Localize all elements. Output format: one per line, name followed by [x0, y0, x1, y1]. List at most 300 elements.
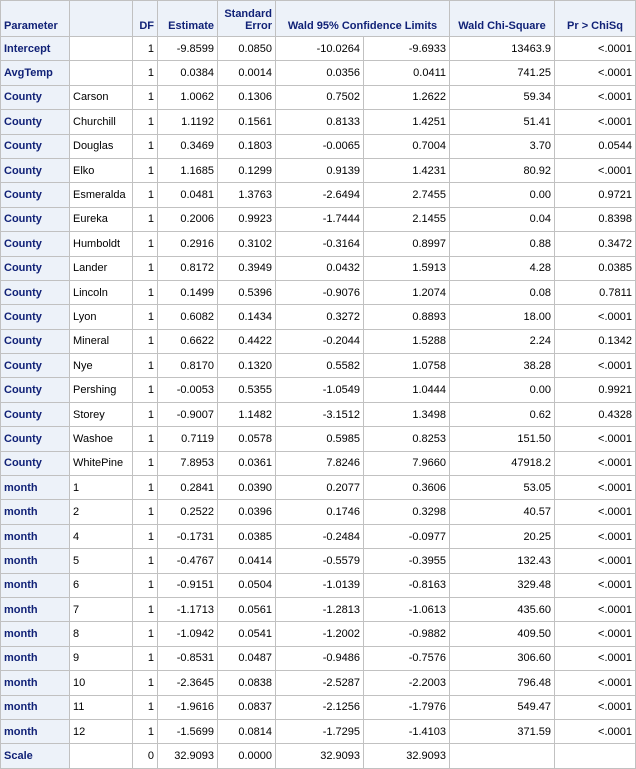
header-wald-chi-square: Wald Chi-Square — [450, 1, 555, 37]
cell-level: 6 — [70, 573, 133, 597]
cell-standard-error: 0.0414 — [218, 549, 276, 573]
cell-level: Lander — [70, 256, 133, 280]
cell-standard-error: 0.0390 — [218, 476, 276, 500]
cell-level: Carson — [70, 85, 133, 109]
cell-level: WhitePine — [70, 451, 133, 475]
cell-chi-square: 796.48 — [450, 671, 555, 695]
cell-level: Eureka — [70, 207, 133, 231]
cell-p-value: <.0001 — [555, 305, 636, 329]
cell-estimate: 1.1192 — [158, 110, 218, 134]
cell-upper-limit: 0.8893 — [364, 305, 450, 329]
cell-chi-square: 0.00 — [450, 183, 555, 207]
cell-parameter: County — [1, 329, 70, 353]
cell-standard-error: 0.0361 — [218, 451, 276, 475]
cell-lower-limit: 0.0356 — [276, 61, 364, 85]
cell-standard-error: 0.3102 — [218, 232, 276, 256]
cell-parameter: month — [1, 695, 70, 719]
table-row — [1, 305, 636, 329]
cell-standard-error: 0.0014 — [218, 61, 276, 85]
cell-level: 1 — [70, 476, 133, 500]
cell-lower-limit: -0.9076 — [276, 280, 364, 304]
cell-p-value: <.0001 — [555, 719, 636, 743]
header-parameter: Parameter — [1, 1, 70, 37]
cell-df: 1 — [133, 134, 158, 158]
cell-df: 1 — [133, 597, 158, 621]
cell-upper-limit: -0.0977 — [364, 524, 450, 548]
cell-lower-limit: 0.5582 — [276, 354, 364, 378]
cell-standard-error: 0.0487 — [218, 646, 276, 670]
cell-lower-limit: 0.0432 — [276, 256, 364, 280]
cell-chi-square: 741.25 — [450, 61, 555, 85]
cell-level — [70, 61, 133, 85]
cell-parameter: month — [1, 549, 70, 573]
cell-lower-limit: 0.9139 — [276, 158, 364, 182]
cell-df: 1 — [133, 207, 158, 231]
cell-estimate: 7.8953 — [158, 451, 218, 475]
cell-upper-limit: 32.9093 — [364, 744, 450, 768]
cell-level: Pershing — [70, 378, 133, 402]
cell-level: 7 — [70, 597, 133, 621]
cell-level: 11 — [70, 695, 133, 719]
cell-standard-error: 0.0838 — [218, 671, 276, 695]
header-row — [1, 1, 636, 37]
cell-parameter: County — [1, 280, 70, 304]
cell-lower-limit: 32.9093 — [276, 744, 364, 768]
cell-parameter: month — [1, 573, 70, 597]
cell-df: 1 — [133, 61, 158, 85]
cell-level: Lincoln — [70, 280, 133, 304]
header-estimate: Estimate — [158, 1, 218, 37]
cell-standard-error: 0.1320 — [218, 354, 276, 378]
cell-df: 1 — [133, 158, 158, 182]
table-row — [1, 671, 636, 695]
cell-lower-limit: -0.3164 — [276, 232, 364, 256]
cell-df: 1 — [133, 378, 158, 402]
cell-df: 1 — [133, 329, 158, 353]
cell-df: 1 — [133, 37, 158, 61]
cell-chi-square: 51.41 — [450, 110, 555, 134]
cell-upper-limit: -1.7976 — [364, 695, 450, 719]
cell-chi-square: 53.05 — [450, 476, 555, 500]
cell-estimate: 1.0062 — [158, 85, 218, 109]
cell-p-value: 0.9921 — [555, 378, 636, 402]
cell-estimate: 0.7119 — [158, 427, 218, 451]
cell-upper-limit: -2.2003 — [364, 671, 450, 695]
cell-chi-square: 0.88 — [450, 232, 555, 256]
cell-p-value: 0.9721 — [555, 183, 636, 207]
cell-parameter: County — [1, 378, 70, 402]
cell-chi-square: 20.25 — [450, 524, 555, 548]
cell-upper-limit: -1.0613 — [364, 597, 450, 621]
cell-level: 2 — [70, 500, 133, 524]
table-row — [1, 61, 636, 85]
cell-estimate: -2.3645 — [158, 671, 218, 695]
cell-parameter: Scale — [1, 744, 70, 768]
cell-p-value: <.0001 — [555, 524, 636, 548]
cell-df: 0 — [133, 744, 158, 768]
header-level — [70, 1, 133, 37]
cell-df: 1 — [133, 524, 158, 548]
cell-chi-square: 132.43 — [450, 549, 555, 573]
cell-upper-limit: 0.3298 — [364, 500, 450, 524]
table-row — [1, 37, 636, 61]
cell-df: 1 — [133, 354, 158, 378]
cell-lower-limit: -0.5579 — [276, 549, 364, 573]
cell-df: 1 — [133, 695, 158, 719]
cell-chi-square: 549.47 — [450, 695, 555, 719]
table-row — [1, 597, 636, 621]
cell-estimate: -1.0942 — [158, 622, 218, 646]
cell-upper-limit: -0.8163 — [364, 573, 450, 597]
cell-parameter: County — [1, 207, 70, 231]
table-row — [1, 744, 636, 768]
cell-df: 1 — [133, 280, 158, 304]
cell-standard-error: 0.1434 — [218, 305, 276, 329]
cell-chi-square: 80.92 — [450, 158, 555, 182]
cell-estimate: -0.9151 — [158, 573, 218, 597]
table-row — [1, 646, 636, 670]
table-row — [1, 427, 636, 451]
table-row — [1, 207, 636, 231]
cell-parameter: County — [1, 85, 70, 109]
cell-upper-limit: 1.5288 — [364, 329, 450, 353]
cell-df: 1 — [133, 427, 158, 451]
header-standard-error-line1: Standard — [224, 8, 272, 20]
cell-p-value: <.0001 — [555, 695, 636, 719]
cell-estimate: -1.1713 — [158, 597, 218, 621]
cell-parameter: County — [1, 354, 70, 378]
cell-parameter: month — [1, 646, 70, 670]
cell-upper-limit: 2.1455 — [364, 207, 450, 231]
cell-level — [70, 744, 133, 768]
cell-parameter: month — [1, 597, 70, 621]
cell-p-value: <.0001 — [555, 597, 636, 621]
cell-standard-error: 0.1299 — [218, 158, 276, 182]
cell-p-value: <.0001 — [555, 646, 636, 670]
cell-estimate: 0.8172 — [158, 256, 218, 280]
cell-p-value: 0.0385 — [555, 256, 636, 280]
cell-level: 10 — [70, 671, 133, 695]
cell-lower-limit: 0.3272 — [276, 305, 364, 329]
cell-p-value: 0.0544 — [555, 134, 636, 158]
cell-standard-error: 0.0561 — [218, 597, 276, 621]
header-p-value: Pr > ChiSq — [555, 1, 636, 37]
table-row — [1, 549, 636, 573]
cell-lower-limit: 0.1746 — [276, 500, 364, 524]
cell-parameter: Intercept — [1, 37, 70, 61]
cell-upper-limit: 1.2074 — [364, 280, 450, 304]
cell-p-value — [555, 744, 636, 768]
table-row — [1, 329, 636, 353]
cell-standard-error: 0.1306 — [218, 85, 276, 109]
cell-standard-error: 0.0814 — [218, 719, 276, 743]
cell-p-value: <.0001 — [555, 354, 636, 378]
cell-lower-limit: 0.7502 — [276, 85, 364, 109]
cell-standard-error: 0.0000 — [218, 744, 276, 768]
cell-standard-error: 1.3763 — [218, 183, 276, 207]
cell-chi-square: 0.08 — [450, 280, 555, 304]
cell-upper-limit: 2.7455 — [364, 183, 450, 207]
cell-level: 12 — [70, 719, 133, 743]
cell-chi-square: 47918.2 — [450, 451, 555, 475]
header-standard-error-line2: Error — [245, 20, 272, 32]
cell-standard-error: 0.0837 — [218, 695, 276, 719]
cell-parameter: month — [1, 500, 70, 524]
cell-estimate: 1.1685 — [158, 158, 218, 182]
cell-level: Washoe — [70, 427, 133, 451]
cell-p-value: 0.4328 — [555, 402, 636, 426]
table-row — [1, 134, 636, 158]
cell-level: Nye — [70, 354, 133, 378]
cell-parameter: County — [1, 451, 70, 475]
cell-chi-square: 13463.9 — [450, 37, 555, 61]
cell-df: 1 — [133, 305, 158, 329]
cell-parameter: month — [1, 671, 70, 695]
cell-lower-limit: -3.1512 — [276, 402, 364, 426]
cell-p-value: <.0001 — [555, 451, 636, 475]
cell-upper-limit: 0.8253 — [364, 427, 450, 451]
cell-standard-error: 0.0850 — [218, 37, 276, 61]
cell-chi-square: 0.62 — [450, 402, 555, 426]
table-row — [1, 524, 636, 548]
cell-parameter: County — [1, 256, 70, 280]
cell-lower-limit: 0.2077 — [276, 476, 364, 500]
table-row — [1, 256, 636, 280]
cell-chi-square: 3.70 — [450, 134, 555, 158]
table-row — [1, 280, 636, 304]
cell-upper-limit: 1.2622 — [364, 85, 450, 109]
cell-standard-error: 0.0578 — [218, 427, 276, 451]
cell-standard-error: 0.1803 — [218, 134, 276, 158]
cell-level: 4 — [70, 524, 133, 548]
cell-upper-limit: 1.5913 — [364, 256, 450, 280]
cell-parameter: month — [1, 719, 70, 743]
cell-df: 1 — [133, 110, 158, 134]
cell-parameter: County — [1, 110, 70, 134]
cell-lower-limit: -0.0065 — [276, 134, 364, 158]
cell-lower-limit: -1.0139 — [276, 573, 364, 597]
cell-level: Elko — [70, 158, 133, 182]
cell-estimate: 0.6082 — [158, 305, 218, 329]
table-row — [1, 378, 636, 402]
cell-level: Mineral — [70, 329, 133, 353]
cell-level: Esmeralda — [70, 183, 133, 207]
cell-df: 1 — [133, 671, 158, 695]
cell-level: 9 — [70, 646, 133, 670]
cell-upper-limit: 0.3606 — [364, 476, 450, 500]
table-row — [1, 85, 636, 109]
cell-parameter: month — [1, 622, 70, 646]
cell-df: 1 — [133, 549, 158, 573]
cell-parameter: County — [1, 402, 70, 426]
cell-estimate: 0.6622 — [158, 329, 218, 353]
cell-level: Storey — [70, 402, 133, 426]
cell-level: Lyon — [70, 305, 133, 329]
cell-standard-error: 0.0541 — [218, 622, 276, 646]
cell-estimate: 0.2006 — [158, 207, 218, 231]
cell-standard-error: 1.1482 — [218, 402, 276, 426]
cell-upper-limit: 1.0758 — [364, 354, 450, 378]
cell-lower-limit: -1.7295 — [276, 719, 364, 743]
cell-parameter: County — [1, 232, 70, 256]
cell-parameter: County — [1, 158, 70, 182]
cell-parameter: month — [1, 524, 70, 548]
cell-lower-limit: -0.2044 — [276, 329, 364, 353]
cell-df: 1 — [133, 232, 158, 256]
cell-df: 1 — [133, 646, 158, 670]
cell-df: 1 — [133, 476, 158, 500]
cell-chi-square: 329.48 — [450, 573, 555, 597]
cell-chi-square: 0.00 — [450, 378, 555, 402]
table-row — [1, 183, 636, 207]
cell-estimate: 0.2522 — [158, 500, 218, 524]
cell-df: 1 — [133, 719, 158, 743]
table-row — [1, 476, 636, 500]
cell-lower-limit: -10.0264 — [276, 37, 364, 61]
cell-parameter: County — [1, 305, 70, 329]
table-row — [1, 354, 636, 378]
cell-lower-limit: -1.0549 — [276, 378, 364, 402]
cell-standard-error: 0.9923 — [218, 207, 276, 231]
cell-parameter: month — [1, 476, 70, 500]
table-row — [1, 500, 636, 524]
cell-standard-error: 0.5396 — [218, 280, 276, 304]
cell-upper-limit: 1.3498 — [364, 402, 450, 426]
cell-lower-limit: 0.5985 — [276, 427, 364, 451]
cell-p-value: 0.3472 — [555, 232, 636, 256]
cell-chi-square: 4.28 — [450, 256, 555, 280]
cell-lower-limit: -2.6494 — [276, 183, 364, 207]
cell-chi-square: 151.50 — [450, 427, 555, 451]
header-df: DF — [133, 1, 158, 37]
table-row — [1, 719, 636, 743]
cell-lower-limit: -1.7444 — [276, 207, 364, 231]
cell-parameter: County — [1, 183, 70, 207]
cell-df: 1 — [133, 183, 158, 207]
cell-upper-limit: 0.8997 — [364, 232, 450, 256]
cell-p-value: 0.1342 — [555, 329, 636, 353]
table-row — [1, 158, 636, 182]
table-header — [1, 1, 636, 37]
cell-chi-square: 435.60 — [450, 597, 555, 621]
cell-chi-square: 2.24 — [450, 329, 555, 353]
cell-p-value: 0.8398 — [555, 207, 636, 231]
cell-p-value: <.0001 — [555, 61, 636, 85]
cell-df: 1 — [133, 500, 158, 524]
cell-estimate: 0.0384 — [158, 61, 218, 85]
cell-upper-limit: 0.7004 — [364, 134, 450, 158]
cell-p-value: <.0001 — [555, 573, 636, 597]
cell-lower-limit: -1.2002 — [276, 622, 364, 646]
cell-upper-limit: -1.4103 — [364, 719, 450, 743]
cell-estimate: -0.1731 — [158, 524, 218, 548]
cell-p-value: <.0001 — [555, 476, 636, 500]
table-row — [1, 402, 636, 426]
table-row — [1, 232, 636, 256]
cell-standard-error: 0.3949 — [218, 256, 276, 280]
cell-lower-limit: -2.1256 — [276, 695, 364, 719]
cell-p-value: <.0001 — [555, 158, 636, 182]
cell-level — [70, 37, 133, 61]
cell-upper-limit: -9.6933 — [364, 37, 450, 61]
cell-df: 1 — [133, 402, 158, 426]
cell-lower-limit: 0.8133 — [276, 110, 364, 134]
cell-standard-error: 0.5355 — [218, 378, 276, 402]
cell-upper-limit: 1.4251 — [364, 110, 450, 134]
table-row — [1, 573, 636, 597]
table-body — [1, 37, 636, 769]
cell-estimate: -9.8599 — [158, 37, 218, 61]
cell-estimate: -0.9007 — [158, 402, 218, 426]
cell-df: 1 — [133, 573, 158, 597]
cell-chi-square: 371.59 — [450, 719, 555, 743]
cell-estimate: 0.1499 — [158, 280, 218, 304]
table-row — [1, 622, 636, 646]
cell-p-value: <.0001 — [555, 671, 636, 695]
cell-lower-limit: 7.8246 — [276, 451, 364, 475]
cell-p-value: <.0001 — [555, 37, 636, 61]
cell-estimate: 0.2841 — [158, 476, 218, 500]
table-row — [1, 695, 636, 719]
cell-df: 1 — [133, 85, 158, 109]
cell-p-value: <.0001 — [555, 622, 636, 646]
cell-standard-error: 0.0504 — [218, 573, 276, 597]
cell-p-value: <.0001 — [555, 85, 636, 109]
header-wald-confidence-limits: Wald 95% Confidence Limits — [276, 1, 450, 37]
cell-estimate: 0.3469 — [158, 134, 218, 158]
cell-level: 8 — [70, 622, 133, 646]
cell-chi-square: 40.57 — [450, 500, 555, 524]
cell-standard-error: 0.1561 — [218, 110, 276, 134]
cell-chi-square — [450, 744, 555, 768]
cell-chi-square: 0.04 — [450, 207, 555, 231]
cell-df: 1 — [133, 451, 158, 475]
table-row — [1, 451, 636, 475]
cell-chi-square: 18.00 — [450, 305, 555, 329]
cell-lower-limit: -2.5287 — [276, 671, 364, 695]
cell-standard-error: 0.0396 — [218, 500, 276, 524]
cell-estimate: -1.5699 — [158, 719, 218, 743]
cell-estimate: -0.8531 — [158, 646, 218, 670]
cell-chi-square: 306.60 — [450, 646, 555, 670]
cell-upper-limit: 1.4231 — [364, 158, 450, 182]
cell-p-value: <.0001 — [555, 549, 636, 573]
cell-chi-square: 409.50 — [450, 622, 555, 646]
cell-chi-square: 59.34 — [450, 85, 555, 109]
cell-p-value: <.0001 — [555, 110, 636, 134]
cell-parameter: County — [1, 134, 70, 158]
cell-df: 1 — [133, 256, 158, 280]
cell-estimate: -0.0053 — [158, 378, 218, 402]
cell-level: Humboldt — [70, 232, 133, 256]
cell-upper-limit: 7.9660 — [364, 451, 450, 475]
cell-lower-limit: -1.2813 — [276, 597, 364, 621]
cell-estimate: -0.4767 — [158, 549, 218, 573]
cell-upper-limit: 1.0444 — [364, 378, 450, 402]
cell-lower-limit: -0.9486 — [276, 646, 364, 670]
cell-p-value: <.0001 — [555, 500, 636, 524]
cell-lower-limit: -0.2484 — [276, 524, 364, 548]
cell-estimate: 32.9093 — [158, 744, 218, 768]
cell-estimate: 0.8170 — [158, 354, 218, 378]
cell-parameter: County — [1, 427, 70, 451]
cell-level: 5 — [70, 549, 133, 573]
header-standard-error — [218, 1, 276, 37]
cell-estimate: 0.2916 — [158, 232, 218, 256]
table-row — [1, 110, 636, 134]
cell-upper-limit: 0.0411 — [364, 61, 450, 85]
cell-upper-limit: -0.3955 — [364, 549, 450, 573]
